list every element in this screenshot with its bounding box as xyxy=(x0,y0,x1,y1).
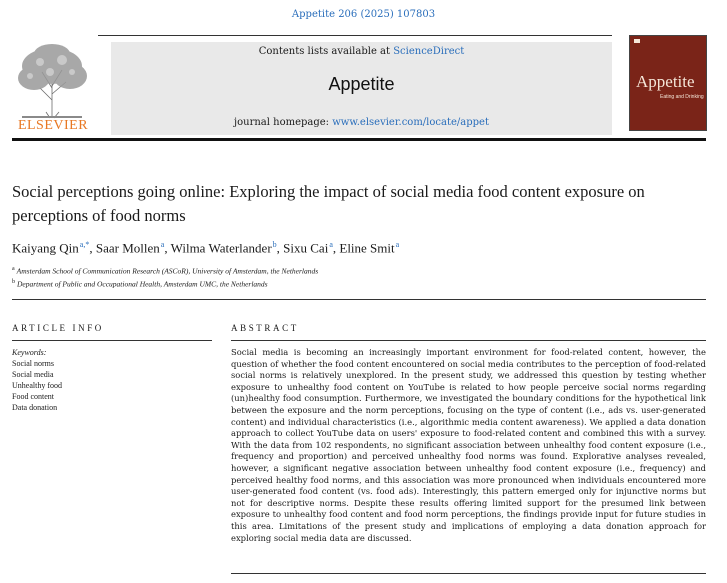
abstract-bottom-rule xyxy=(231,573,706,574)
author-list xyxy=(12,240,399,256)
contents-line xyxy=(111,46,612,57)
keywords-label: Keywords: xyxy=(12,348,47,357)
abstract-rule xyxy=(231,340,706,341)
author-affiliation-marker[interactable]: a,* xyxy=(79,240,90,249)
keyword-item: Data donation xyxy=(12,403,58,412)
journal-name: Appetite xyxy=(328,74,395,94)
affiliation-a xyxy=(12,266,318,276)
author-separator: , xyxy=(276,240,284,256)
journal-cover-thumbnail[interactable] xyxy=(629,35,707,131)
affiliation-b xyxy=(12,279,268,289)
abstract-body: Social media is becoming an increasingly important environment for food-related content, however, the question of whether the food content encountered on social media contributes to the perception of food-related social norms is relatively unexplored. In the present study, we addressed this question by testing whether exposure to unhealthy food content on YouTube is related to how people perceive social norms regarding (un)healthy food consumption. Furthermore, we investigated the boundary conditions for the hypothetical link between the exposure and the norm perceptions, focusing on the type of content (i.e., ads vs. user-generated content) and individual characteristics (i.e., algorithmic media content awareness). We applied a data donation approach to collect YouTube data on users' exposure to food-related content and combined this with a survey. With the data from 102 respondents, no significant association between unhealthy food content exposure (i.e., frequency and proportion) and perceived unhealthy food norms was found. Explorative analyses revealed, however, a significant negative association between unhealthy food content exposure (i.e., frequency) and perceived healthy food norms, and this association was more pronounced when individuals encountered more user-generated food content (vs. food ads). Interestingly, this pattern emerged only for injunctive norms but not for descriptive norms. Despite these results offering limited support for the presumed link between exposure to unhealthy food content and food norm perceptions, the findings provide input for future studies in this area. Limitations of the present study and implications of employing a data donation approach for exploring social media data are discussed. xyxy=(231,347,706,543)
elsevier-tree-logo[interactable] xyxy=(12,42,92,130)
journal-banner xyxy=(111,42,612,135)
cover-title: Appetite xyxy=(636,72,695,91)
cover-logo-mark xyxy=(634,39,640,43)
cover-subtitle: Eating and Drinking xyxy=(660,94,704,100)
contents-prefix: Contents lists available at xyxy=(258,46,394,57)
affiliation-text: Department of Public and Occupational Health, Amsterdam UMC, the Netherlands xyxy=(17,279,268,289)
keyword-item: Social norms xyxy=(12,359,54,368)
author-affiliation-marker[interactable]: a xyxy=(395,240,400,249)
author-name[interactable]: Kaiyang Qin xyxy=(12,240,79,256)
article-info-rule xyxy=(12,340,212,341)
affiliation-divider xyxy=(12,299,706,300)
keyword-item: Food content xyxy=(12,392,54,401)
author-separator: , xyxy=(89,240,96,256)
author-name[interactable]: Saar Mollen xyxy=(95,240,160,256)
homepage-prefix: journal homepage: xyxy=(234,117,333,128)
journal-homepage-link[interactable]: www.elsevier.com/locate/appet xyxy=(332,117,489,128)
author-affiliation-marker[interactable]: a xyxy=(329,240,333,249)
author-name[interactable]: Wilma Waterlander xyxy=(170,240,272,256)
affiliation-text: Amsterdam School of Communication Research (ASCoR), University of Amsterdam, the Netherlands xyxy=(16,266,319,276)
author-separator: , xyxy=(332,240,340,256)
affiliation-marker: b xyxy=(12,279,15,285)
author-affiliation-marker[interactable]: a xyxy=(160,240,165,249)
affiliation-marker: a xyxy=(12,266,15,272)
author-affiliation-marker[interactable]: b xyxy=(272,240,277,249)
keywords-block xyxy=(12,347,62,413)
publisher-wordmark: ELSEVIER xyxy=(17,118,89,133)
keyword-item: Social media xyxy=(12,370,54,379)
author-name[interactable]: Eline Smit xyxy=(339,240,395,256)
header-top-rule xyxy=(98,35,612,36)
keyword-item: Unhealthy food xyxy=(12,381,62,390)
abstract-heading: ABSTRACT xyxy=(231,323,299,333)
article-info-heading: ARTICLE INFO xyxy=(12,323,104,333)
author-separator: , xyxy=(164,240,171,256)
journal-citation[interactable]: Appetite 206 (2025) 107803 xyxy=(291,9,436,20)
sciencedirect-link[interactable]: ScienceDirect xyxy=(393,46,465,57)
article-title: Social perceptions going online: Exploring the impact of social media food content exposure on perceptions of food norms xyxy=(12,182,645,225)
author-name[interactable]: Sixu Cai xyxy=(283,240,329,256)
homepage-line xyxy=(111,117,612,128)
header-divider xyxy=(12,138,706,141)
